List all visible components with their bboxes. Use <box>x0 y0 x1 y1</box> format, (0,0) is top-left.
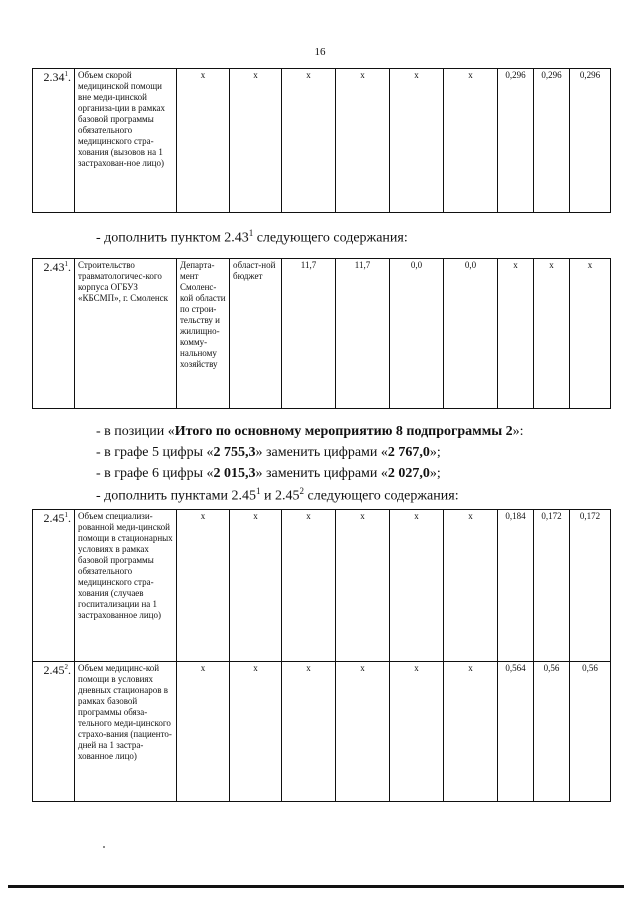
table-row <box>33 69 611 213</box>
cell: 0,296 <box>498 69 534 213</box>
table-row-2-43-1 <box>32 258 611 409</box>
cell: 0,172 <box>570 510 611 662</box>
cell: х <box>336 510 390 662</box>
cell: 11,7 <box>282 259 336 409</box>
cell: х <box>177 662 230 802</box>
row-number: 2.45$^2$. <box>33 662 75 802</box>
paragraph-column-6: - в графе 6 цифры «2 015,3» заменить цифрами «2 027,0»; <box>96 466 441 481</box>
cell: 0,296 <box>570 69 611 213</box>
paragraph-total-position: - в позиции «Итого по основному мероприятию 8 подпрограммы 2»: <box>96 424 524 439</box>
row-name: Объем специализи-рованной меди-цинской помощи в стационарных условиях в рамках базовой программы обязательного медицинского стра-хования (случаев госпитализации на 1 застрахованное лицо) <box>75 510 177 662</box>
paragraph-column-5: - в графе 5 цифры «2 755,3» заменить цифрами «2 767,0»; <box>96 445 441 460</box>
cell: 0,56 <box>570 662 611 802</box>
cell: х <box>498 259 534 409</box>
row-name: Объем медицинс-кой помощи в условиях дневных стационаров в рамках базовой программы обяза-тельного меди-цинского страхо-вания (пациенто-дней на 1 застра-хованное лицо) <box>75 662 177 802</box>
scan-speck <box>103 846 105 848</box>
table-row <box>33 662 611 802</box>
cell: х <box>390 510 444 662</box>
row-funding-source: област-ной бюджет <box>230 259 282 409</box>
cell: х <box>230 662 282 802</box>
cell: х <box>230 69 282 213</box>
row-number: 2.34$^1$. <box>33 69 75 213</box>
table-rows-2-45 <box>32 509 611 802</box>
cell: 0,56 <box>534 662 570 802</box>
cell: х <box>336 662 390 802</box>
row-name: Объем скорой медицинской помощи вне меди-цинской организа-ции в рамках базовой программы обязательного медицинского стра-хования (вызовов на 1 застрахован-ное лицо) <box>75 69 177 213</box>
cell: х <box>282 510 336 662</box>
paragraph-add-2-43: - дополнить пунктом 2.43$^1$ следующего содержания: <box>96 228 408 246</box>
row-number: 2.45$^1$. <box>33 510 75 662</box>
cell: 0,0 <box>390 259 444 409</box>
table-row <box>33 259 611 409</box>
cell: х <box>570 259 611 409</box>
cell: 0,296 <box>534 69 570 213</box>
cell: х <box>336 69 390 213</box>
row-number: 2.43$^1$. <box>33 259 75 409</box>
cell: х <box>177 510 230 662</box>
cell: 0,184 <box>498 510 534 662</box>
cell: 0,0 <box>444 259 498 409</box>
cell: х <box>177 69 230 213</box>
cell: х <box>390 69 444 213</box>
cell: 11,7 <box>336 259 390 409</box>
cell: х <box>534 259 570 409</box>
table-row-2-34-1 <box>32 68 611 213</box>
cell: х <box>444 69 498 213</box>
cell: х <box>444 662 498 802</box>
cell: х <box>282 662 336 802</box>
bottom-rule <box>8 885 624 888</box>
row-name: Строительство травматологичес-кого корпуса ОГБУЗ «КБСМП», г. Смоленск <box>75 259 177 409</box>
cell: х <box>282 69 336 213</box>
cell: х <box>230 510 282 662</box>
table-row <box>33 510 611 662</box>
paragraph-add-2-45: - дополнить пунктами 2.45$^1$ и 2.45$^2$ следующего содержания: <box>96 486 459 504</box>
cell: 0,172 <box>534 510 570 662</box>
cell: х <box>390 662 444 802</box>
cell: 0,564 <box>498 662 534 802</box>
cell: х <box>444 510 498 662</box>
row-executor: Департа-мент Смоленс-кой области по строи-тельству и жилищно-комму-нальному хозяйству <box>177 259 230 409</box>
page-number: 16 <box>314 46 326 58</box>
